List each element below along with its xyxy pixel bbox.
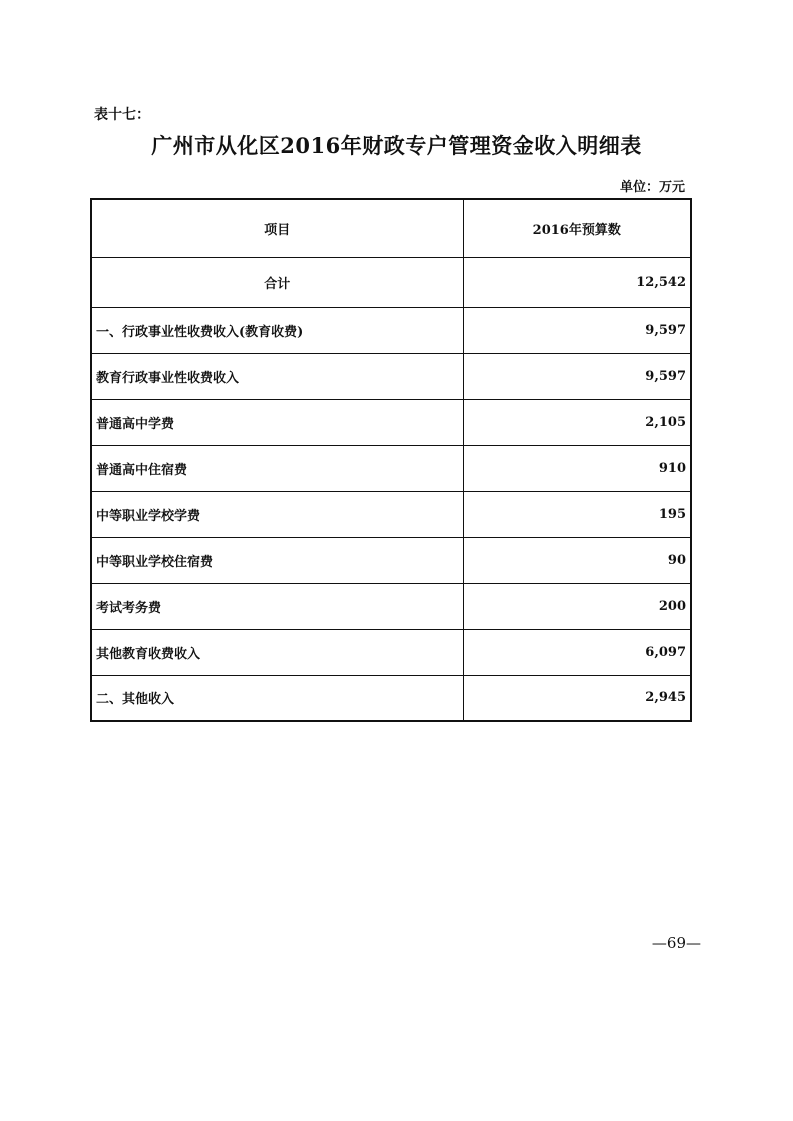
budget-table — [90, 198, 692, 722]
table-row — [91, 399, 691, 445]
table-row — [91, 445, 691, 491]
column-header-item: 项目 — [91, 199, 463, 257]
row-value: 12,542 — [463, 257, 691, 307]
row-item-label: 一、行政事业性收费收入(教育收费) — [91, 307, 463, 353]
table-row — [91, 307, 691, 353]
row-item-label: 中等职业学校学费 — [91, 491, 463, 537]
row-value: 90 — [463, 537, 691, 583]
table-label: 表十七： — [94, 107, 150, 123]
row-item-label: 考试考务费 — [91, 583, 463, 629]
row-item-label: 普通高中学费 — [91, 399, 463, 445]
table-header-row — [91, 199, 691, 257]
table-row — [91, 491, 691, 537]
row-item-label: 中等职业学校住宿费 — [91, 537, 463, 583]
table-row — [91, 583, 691, 629]
row-item-label: 合计 — [91, 257, 463, 307]
row-value: 6,097 — [463, 629, 691, 675]
row-item-label: 其他教育收费收入 — [91, 629, 463, 675]
page-number: —69— — [651, 934, 701, 952]
row-item-label: 普通高中住宿费 — [91, 445, 463, 491]
row-value: 2,945 — [463, 675, 691, 721]
row-value: 9,597 — [463, 307, 691, 353]
table-row — [91, 675, 691, 721]
table-row — [91, 629, 691, 675]
row-value: 2,105 — [463, 399, 691, 445]
table-row-total — [91, 257, 691, 307]
document-title: 广州市从化区2016年财政专户管理资金收入明细表 — [151, 133, 642, 158]
row-value: 200 — [463, 583, 691, 629]
row-item-label: 教育行政事业性收费收入 — [91, 353, 463, 399]
unit-label: 单位：万元 — [619, 180, 685, 195]
row-value: 9,597 — [463, 353, 691, 399]
row-value: 910 — [463, 445, 691, 491]
column-header-budget: 2016年预算数 — [463, 199, 691, 257]
row-item-label: 二、其他收入 — [91, 675, 463, 721]
table-row — [91, 537, 691, 583]
row-value: 195 — [463, 491, 691, 537]
table-row — [91, 353, 691, 399]
